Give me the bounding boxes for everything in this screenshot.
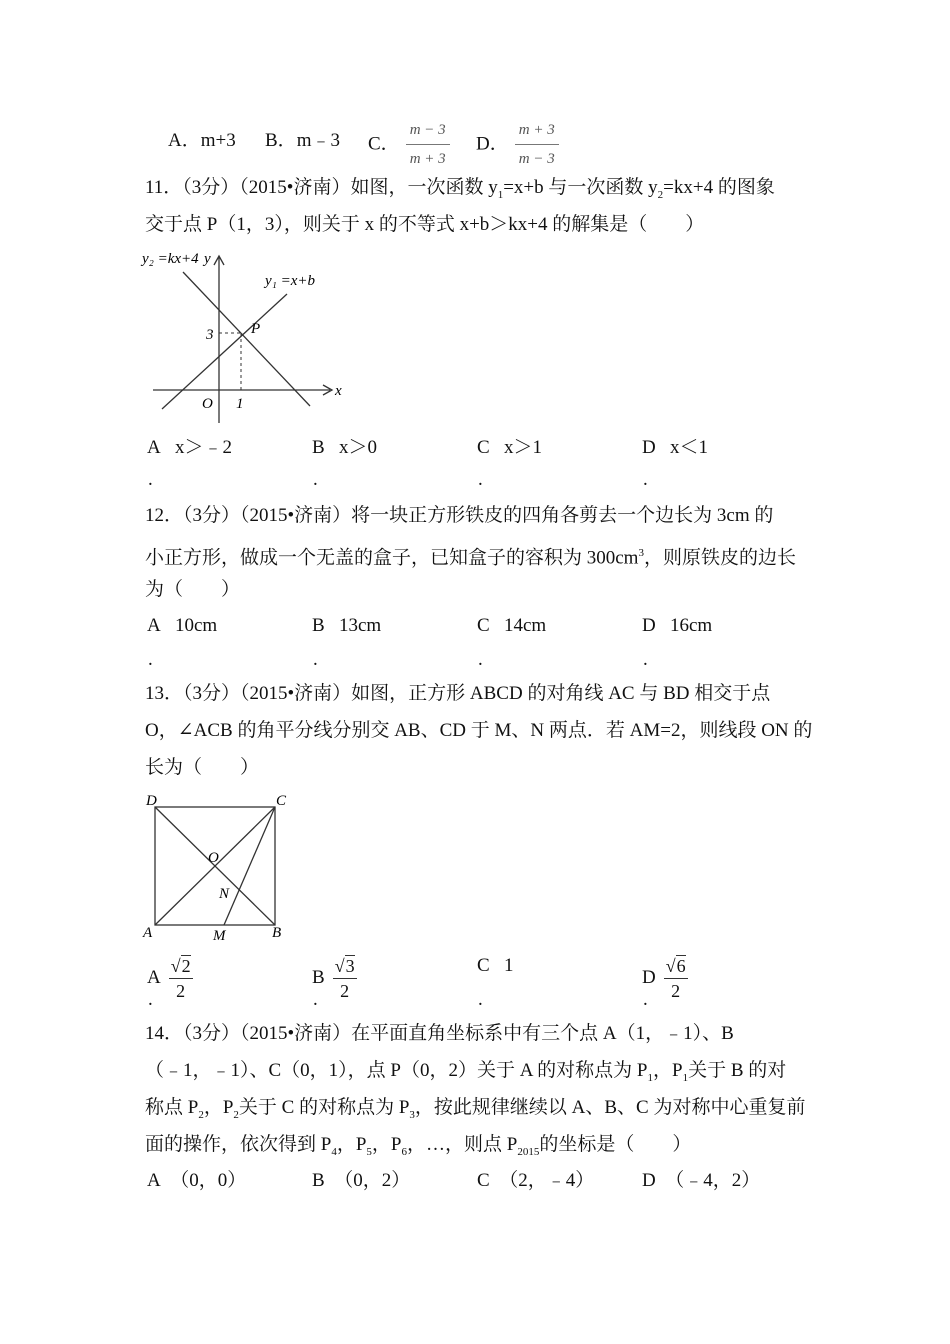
q12-stem-line1: 12．（3分）（2015•济南）将一块正方形铁皮的四角各剪去一个边长为 3cm 的 <box>145 505 774 526</box>
q13-stem-line1: 13．（3分）（2015•济南）如图，正方形 ABCD 的对角线 AC 与 BD 相交于点 <box>145 683 771 704</box>
q11-graph-figure <box>140 245 360 425</box>
q13-square-figure <box>140 785 300 945</box>
q14-stem-line1: 14．（3分）（2015•济南）在平面直角坐标系中有三个点 A（1，﹣1）、B <box>145 1023 734 1044</box>
q11-option-a: A x＞﹣2 <box>147 437 232 458</box>
q13-stem-line2: O，∠ACB 的角平分线分别交 AB、CD 于 M、N 两点．若 AM=2，则线段 ON 的 <box>145 720 813 741</box>
line-y1 <box>162 294 287 409</box>
label-a: A <box>143 925 153 941</box>
dot: . <box>313 649 318 670</box>
point-p-label: P <box>251 321 261 337</box>
q14-option-d: D （﹣4，2） <box>642 1170 761 1191</box>
y-axis-label: y <box>204 251 211 267</box>
dot: . <box>148 989 153 1010</box>
q10-option-d: D． $\frac{m + 3}{m - 3}$ <box>476 118 559 171</box>
tick-x-label: 1 <box>236 396 244 412</box>
dot: . <box>643 649 648 670</box>
q12-option-a: A 10cm <box>147 615 218 636</box>
q10-option-c: C． $\frac{m - 3}{m + 3}$ <box>368 118 450 171</box>
q14-stem-line4: 面的操作，依次得到 $P_4$，$P_5$，$P_6$，…，则点 $P_{2015}$的坐标是（ ） <box>145 1134 692 1158</box>
q14-option-a: A （0，0） <box>147 1170 247 1191</box>
dot: . <box>478 469 483 490</box>
q11-option-d: D x＜1 <box>642 437 708 458</box>
origin-label: O <box>202 396 213 412</box>
q11-option-b: B x＞0 <box>312 437 377 458</box>
q14-option-b: B （0，2） <box>312 1170 411 1191</box>
dot: . <box>643 469 648 490</box>
q12-stem-line3: 为（ ） <box>145 579 241 600</box>
q10-option-a: A．m+3 <box>168 130 236 151</box>
q11-option-c: C x＞1 <box>477 437 542 458</box>
dot: . <box>313 469 318 490</box>
dot: . <box>148 469 153 490</box>
bisector-cm <box>224 807 275 925</box>
q12-option-b: B 13cm <box>312 615 382 636</box>
label-d: D <box>146 793 157 809</box>
label-m: M <box>213 928 226 944</box>
q12-option-d: D 16cm <box>642 615 713 636</box>
label-c: C <box>276 793 287 809</box>
dot: . <box>148 649 153 670</box>
line-y2 <box>183 272 310 406</box>
q13-option-c: C 1 <box>477 955 514 976</box>
q11-stem-line1: 11．（3分）（2015•济南）如图，一次函数 $y_1=x+b$ 与一次函数 $y_2=kx+4$ 的图象 <box>145 177 775 201</box>
q14-option-c: C （2，﹣4） <box>477 1170 595 1191</box>
q13-option-a: A $\frac{√2}{2}$ <box>147 956 191 1001</box>
label-n: N <box>219 886 230 902</box>
q11-stem-line2: 交于点 P（1，3），则关于 x 的不等式 x+b＞kx+4 的解集是（ ） <box>145 214 705 235</box>
q13-option-d: D $\frac{√6}{2}$ <box>642 956 686 1001</box>
q14-stem-line3: 称点 $P_2$，$P_2$关于 C 的对称点为 $P_3$，按此规律继续以 A、B、C 为对称中心重复前 <box>145 1097 806 1121</box>
y2-label: y₂ =kx+4 <box>142 251 199 267</box>
y1-label: y₁ =x+b <box>265 273 316 289</box>
dot: . <box>313 989 318 1010</box>
label-o: O <box>208 850 219 866</box>
x-axis-label: x <box>335 383 342 399</box>
q13-stem-line3: 长为（ ） <box>145 757 260 778</box>
q12-option-c: C 14cm <box>477 615 547 636</box>
dot: . <box>478 989 483 1010</box>
q12-stem-line2: 小正方形，做成一个无盖的盒子，已知盒子的容积为 $300cm^3$，则原铁皮的边长 <box>145 547 796 569</box>
q14-stem-line2: （﹣1，﹣1）、C（0，1），点 P（0，2）关于 A 的对称点为 $P_1$，$P_1$关于 B 的对 <box>145 1060 787 1084</box>
q13-option-b: B $\frac{√3}{2}$ <box>312 956 355 1001</box>
q10-option-b: B．m﹣3 <box>265 130 340 151</box>
dot: . <box>478 649 483 670</box>
label-b: B <box>272 925 282 941</box>
dot: . <box>643 989 648 1010</box>
tick-y-label: 3 <box>206 327 214 343</box>
